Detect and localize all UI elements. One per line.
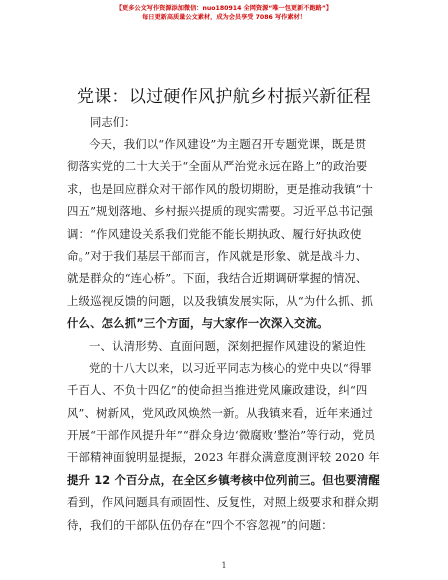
body-line: 待，我们的干部队伍仍存在“四个不容忽视”的问题：: [67, 517, 333, 532]
body-line: 一、认清形势、直面问题，深刻把握作风建设的紧迫性: [89, 338, 366, 353]
body-line: 上级巡视反馈的问题，以及我镇发展实际，从“为什么抓、抓: [67, 293, 374, 308]
body-line: 干部精神面貌明显提振，2023 年群众满意度测评较 2020 年: [67, 450, 380, 465]
body-line: 今天，我们以“作风建设”为主题召开专题党课，既是贯: [89, 137, 367, 151]
body-line: 彻落实党的二十大关于“全面从严治党永远在路上”的政治要: [67, 159, 368, 174]
body-line: 看到，作风问题具有顽固性、反复性，对照上级要求和群众期: [67, 495, 379, 510]
body-line: 风”、树新风，党风政风焕然一新。从我镇来看，近年来通过: [67, 405, 374, 420]
body-line: 什么、怎么抓”三个方面，与大家作一次深入交流。: [67, 316, 329, 331]
promo-banner-line2: 每日更新高质量公文素材，成为会员享受 7086 写作素材！: [142, 14, 306, 21]
body-line: 党的十八大以来，以习近平同志为核心的党中央以“得罪: [89, 360, 372, 375]
body-line: 调：“作风建设关系我们党能不能长期执政、履行好执政使: [67, 226, 362, 241]
promo-banner-line1: 【更多公文写作资源添加微信：nuo180914 全网资源“唯一包更新不跑路”】: [115, 5, 333, 12]
body-line: 开展“干部作风提升年”“群众身边‘微腐败’整治”等行动，党员: [67, 428, 376, 443]
page-number: 1: [221, 561, 227, 570]
document-body: [67, 133, 383, 536]
body-line: 四五”规划落地、乡村振兴提质的现实需要。习近平总书记强: [67, 204, 374, 219]
document-title: 党课：以过硬作风护航乡村振兴新征程: [76, 87, 372, 107]
body-line: 求，也是回应群众对干部作风的殷切期盼，更是推动我镇“十: [67, 181, 374, 196]
body-line: 就是群众的“连心桥”。下面，我结合近期调研掌握的情况、: [67, 271, 368, 286]
promo-banner: [0, 4, 448, 22]
body-line: 提升 12 个百分点，在全区乡镇考核中位列前三。但也要清醒: [67, 472, 380, 487]
body-line: 命。”对于我们基层干部而言，作风就是形象、就是战斗力、: [67, 248, 368, 263]
body-line: 千百人、不负十四亿”的使命担当推进党风廉政建设，纠“四: [67, 383, 368, 398]
greeting: 同志们：: [90, 115, 136, 129]
